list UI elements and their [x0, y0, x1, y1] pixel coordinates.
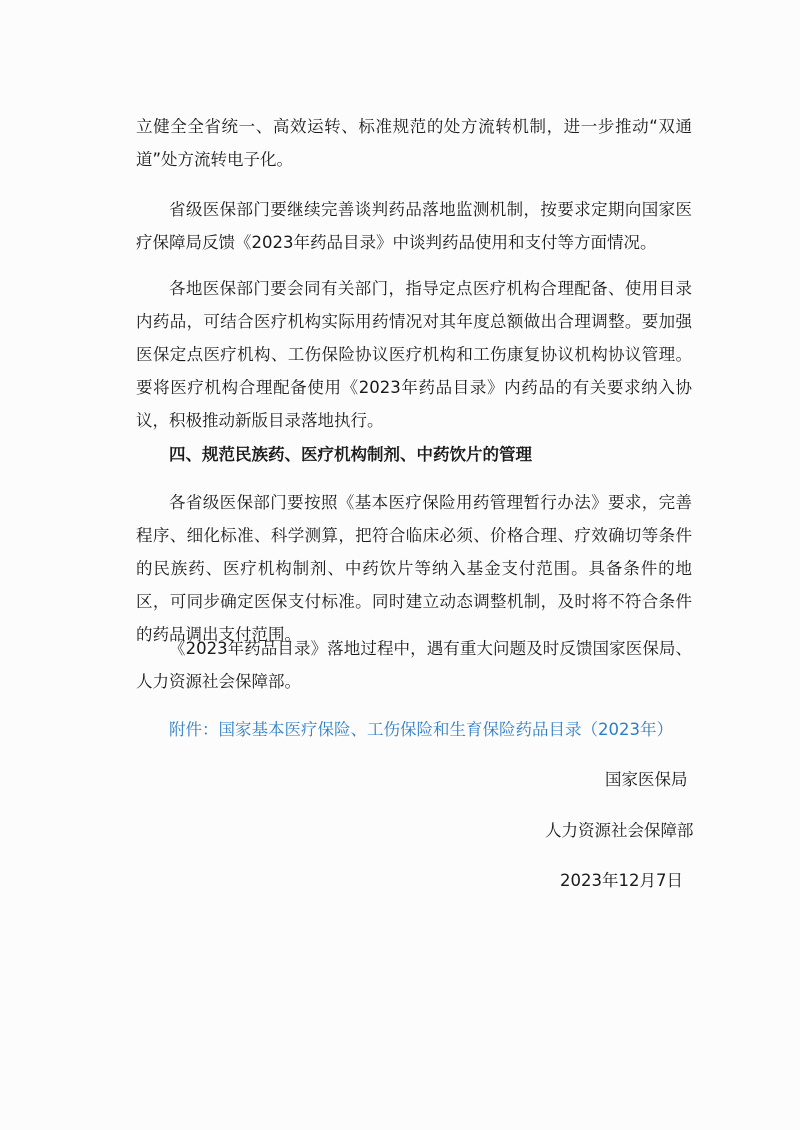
paragraph-prescription-flow: 立健全全省统一、高效运转、标准规范的处方流转机制，进一步推动“双通道”处方流转电子化。: [136, 117, 692, 169]
signature-date: 2023年12月7日: [560, 871, 683, 890]
attachment-line: [136, 713, 692, 746]
paragraph-feedback: 《2023年药品目录》落地过程中，遇有重大问题及时反馈国家医保局、人力资源社会保障部。: [136, 639, 692, 691]
attachment-label: 附件：: [169, 720, 219, 739]
attachment-link[interactable]: 国家基本医疗保险、工伤保险和生育保险药品目录（2023年）: [218, 720, 673, 739]
signature-org-mohrss: 人力资源社会保障部: [545, 821, 694, 840]
paragraph-local-departments: 各地医保部门要会同有关部门，指导定点医疗机构合理配备、使用目录内药品，可结合医疗机构实际用药情况对其年度总额做出合理调整。要加强医保定点医疗机构、工伤保险协议医疗机构和工伤康复协议机构协议管理。要将医疗机构合理配备使用《2023年药品目录》内药品的有关要求纳入协议，积极推动新版目录落地执行。: [136, 279, 692, 430]
signature-org-nhsa: 国家医保局: [605, 770, 688, 789]
paragraph-ethnic-medicine: 各省级医保部门要按照《基本医疗保险用药管理暂行办法》要求，完善程序、细化标准、科学测算，把符合临床必须、价格合理、疗效确切等条件的民族药、医疗机构制剂、中药饮片等纳入基金支付范围。具备条件的地区，可同步确定医保支付标准。同时建立动态调整机制，及时将不符合条件的药品调出支付范围。: [136, 493, 692, 644]
paragraph-monitoring: 省级医保部门要继续完善谈判药品落地监测机制，按要求定期向国家医疗保障局反馈《2023年药品目录》中谈判药品使用和支付等方面情况。: [136, 200, 692, 252]
section-heading-four: 四、规范民族药、医疗机构制剂、中药饮片的管理: [169, 445, 532, 464]
